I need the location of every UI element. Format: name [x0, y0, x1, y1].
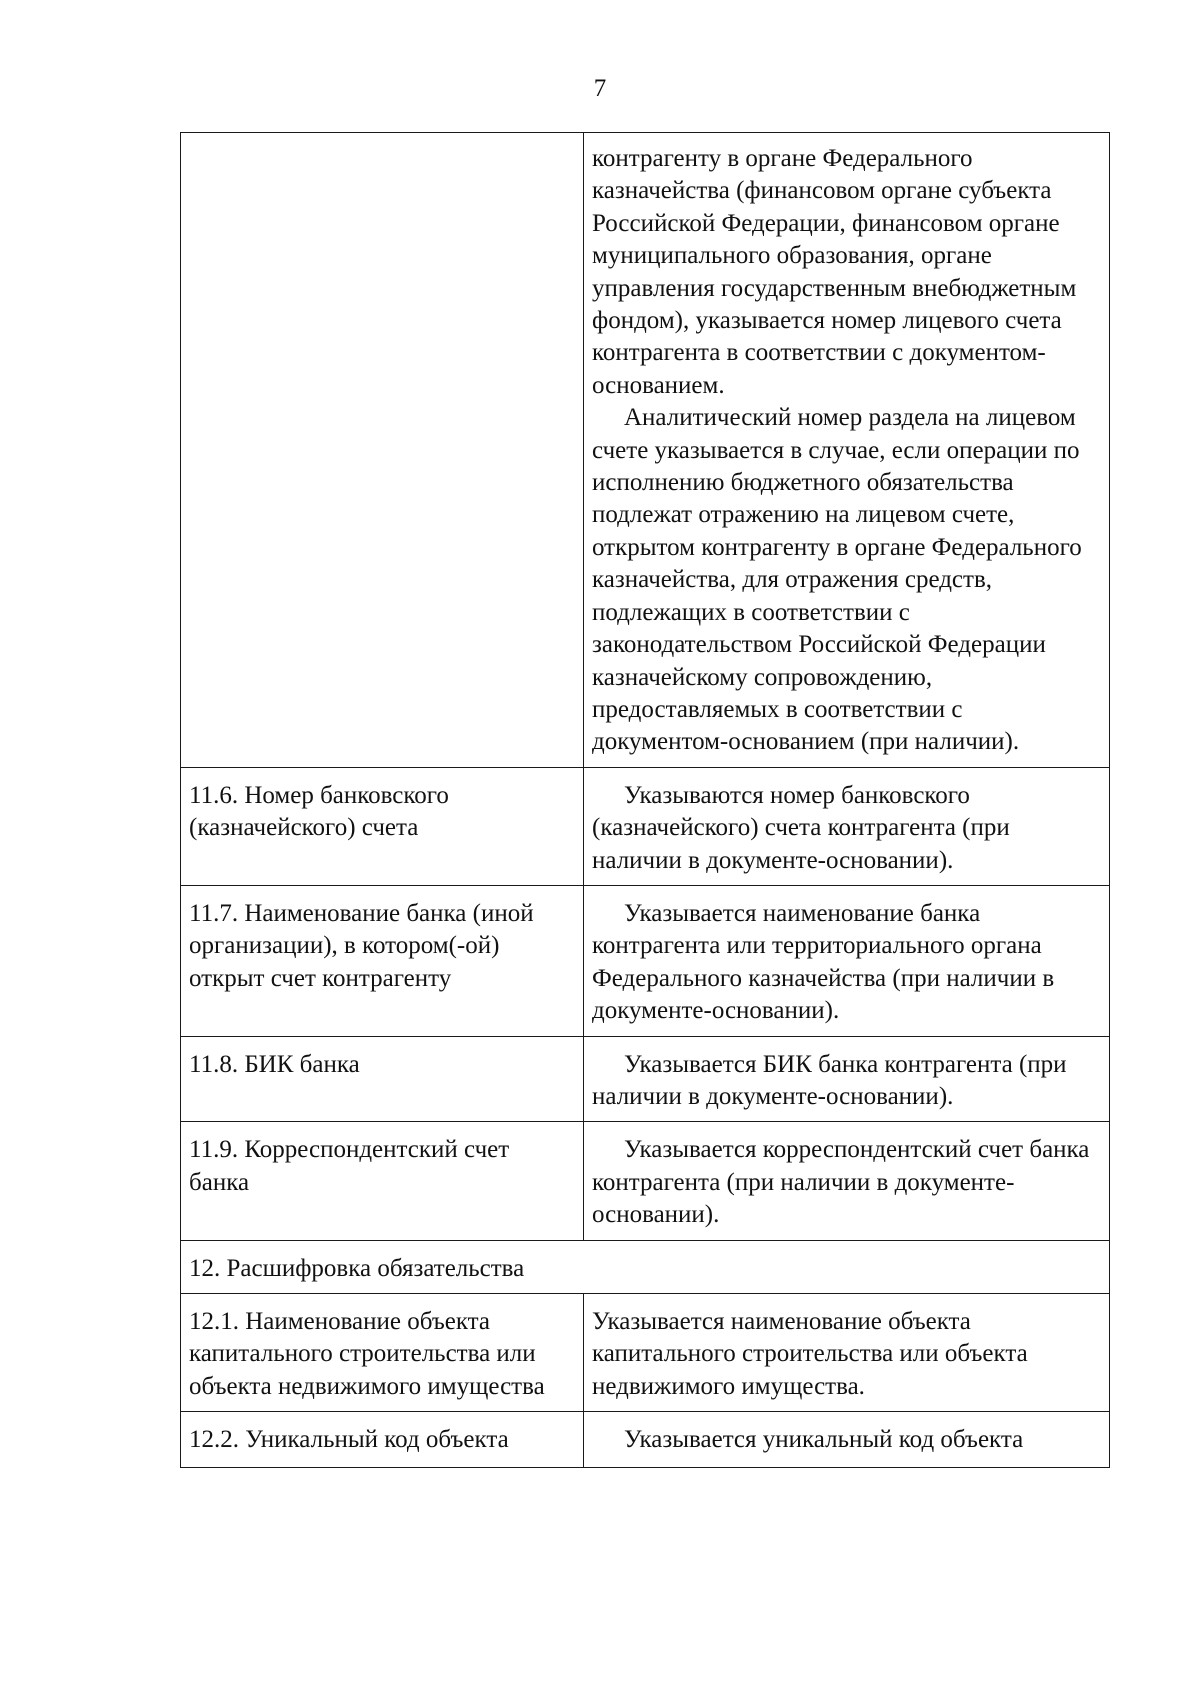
table-row: [181, 133, 1110, 768]
table-row: [181, 1412, 1110, 1467]
row-description: Указывается БИК банка контрагента (при наличии в документе-основании).: [584, 1036, 1110, 1122]
row-description: Указывается уникальный код объекта: [584, 1412, 1110, 1467]
table-row: [181, 767, 1110, 885]
description-paragraph: контрагенту в органе Федерального казначейства (финансовом органе субъекта Российской Федерации, финансовом органе муниципального образования, органе управления государственным внебюджетным фондом), указывается номер лицевого счета контрагента в соответствии с документом-основанием.: [592, 145, 1077, 399]
row-label: 11.8. БИК банка: [181, 1036, 584, 1122]
row-label: 11.6. Номер банковского (казначейского) счета: [181, 767, 584, 885]
row-label: 12.2. Уникальный код объекта: [181, 1412, 584, 1467]
section-row: [181, 1240, 1110, 1293]
row-label: 11.7. Наименование банка (иной организации), в котором(-ой) открыт счет контрагенту: [181, 885, 584, 1036]
row-label: [181, 133, 584, 768]
row-label: 11.9. Корреспондентский счет банка: [181, 1122, 584, 1240]
row-description: Указывается наименование банка контрагента или территориального органа Федерального казначейства (при наличии в документе-основании).: [584, 885, 1110, 1036]
description-paragraph: Аналитический номер раздела на лицевом счете указывается в случае, если операции по исполнению бюджетного обязательства подлежат отражению на лицевом счете, открытом контрагенту в органе Федерального казначейства, для отражения средств, подлежащих в соответствии с законодательством Российской Федерации казначейскому сопровождению, предоставляемых в соответствии с документом-основанием (при наличии).: [592, 404, 1082, 756]
table-row: [181, 1122, 1110, 1240]
page-number: 7: [593, 75, 607, 102]
row-description: Указывается корреспондентский счет банка контрагента (при наличии в документе-основании).: [584, 1122, 1110, 1240]
row-description: Указывается наименование объекта капитального строительства или объекта недвижимого имущества.: [584, 1294, 1110, 1412]
table-row: [181, 885, 1110, 1036]
requisites-table: [180, 132, 1110, 1468]
section-title: 12. Расшифровка обязательства: [181, 1240, 1110, 1293]
row-description: Указываются номер банковского (казначейского) счета контрагента (при наличии в документе-основании).: [584, 767, 1110, 885]
row-description: [584, 133, 1110, 768]
table-row: [181, 1294, 1110, 1412]
table-row: [181, 1036, 1110, 1122]
row-label: 12.1. Наименование объекта капитального строительства или объекта недвижимого имущества: [181, 1294, 584, 1412]
